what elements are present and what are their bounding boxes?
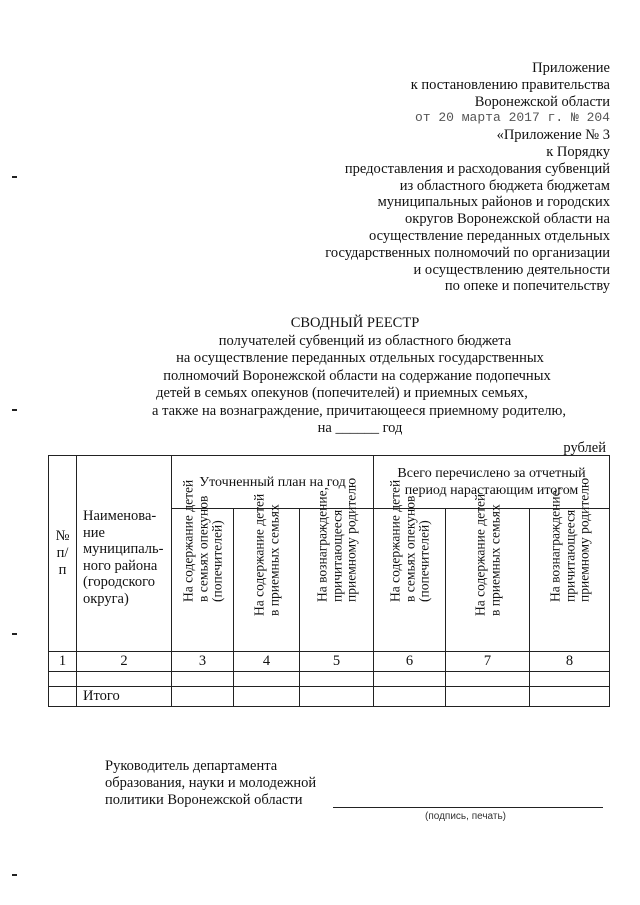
total-row bbox=[49, 687, 610, 707]
table-cell bbox=[77, 672, 172, 687]
col-header-municipality: Наименова- ние муниципаль- ного района (городского округа) bbox=[77, 456, 172, 652]
table-cell bbox=[234, 687, 300, 707]
currency-unit: рублей bbox=[563, 440, 606, 456]
table-cell bbox=[446, 672, 530, 687]
header-line: осуществление переданных отдельных bbox=[368, 227, 610, 244]
table-cell bbox=[530, 672, 610, 687]
header-line: государственных полномочий по организации bbox=[325, 244, 610, 261]
header-line: муниципальных районов и городских bbox=[377, 194, 610, 211]
appendix-header bbox=[325, 60, 610, 295]
scan-mark bbox=[12, 633, 17, 635]
table-cell bbox=[234, 672, 300, 687]
signature-block bbox=[105, 758, 316, 809]
title-year-line: на ______ год bbox=[317, 420, 403, 436]
signatory-title: Руководитель департамента bbox=[105, 758, 278, 774]
col-header-foster-parent-pay-transferred: На вознаграждение, причитающееся приемному родителю bbox=[530, 509, 610, 652]
header-line: из областного бюджета бюджетам bbox=[399, 177, 610, 194]
table-cell bbox=[172, 672, 234, 687]
table-cell bbox=[374, 672, 446, 687]
table-cell bbox=[374, 687, 446, 707]
header-line: к Порядку bbox=[546, 143, 610, 160]
signature-line bbox=[333, 807, 603, 808]
header-line: предоставления и расходования субвенций bbox=[344, 160, 610, 177]
title-line: полномочий Воронежской области на содержание подопечных bbox=[163, 367, 551, 384]
column-index: 2 bbox=[77, 652, 172, 672]
column-index: 6 bbox=[374, 652, 446, 672]
column-index-row bbox=[49, 652, 610, 672]
table-cell bbox=[530, 687, 610, 707]
column-index: 3 bbox=[172, 652, 234, 672]
title-line: детей в семьях опекунов (попечителей) и приемных семьях, bbox=[156, 385, 528, 401]
table-cell bbox=[172, 687, 234, 707]
header-line: Приложение bbox=[532, 60, 610, 76]
header-line: «Приложение № 3 bbox=[496, 127, 610, 144]
col-header-foster-families-transferred: На содержание детей в приемных семьях bbox=[446, 509, 530, 652]
column-index: 8 bbox=[530, 652, 610, 672]
signatory-title: политики Воронежской области bbox=[105, 792, 303, 808]
header-line: Воронежской области bbox=[474, 93, 610, 110]
table-row bbox=[49, 672, 610, 687]
signature-note: (подпись, печать) bbox=[425, 811, 507, 822]
decree-date-stamp: от 20 марта 2017 г. № 204 bbox=[414, 110, 610, 126]
table-cell bbox=[49, 672, 77, 687]
title-line: получателей субвенций из областного бюджета bbox=[218, 332, 512, 349]
header-line: к постановлению правительства bbox=[410, 76, 610, 93]
col-header-guardian-families-transferred: На содержание детей в семьях опекунов (попечителей) bbox=[374, 509, 446, 652]
table-cell bbox=[49, 687, 77, 707]
col-header-foster-families-plan: На содержание детей в приемных семьях bbox=[234, 509, 300, 652]
column-index: 5 bbox=[300, 652, 374, 672]
table-cell bbox=[446, 687, 530, 707]
title-line: а также на вознаграждение, причитающееся приемному родителю, bbox=[152, 402, 566, 419]
registry-table bbox=[48, 455, 610, 707]
table-cell bbox=[300, 672, 374, 687]
col-header-number: № п/ п bbox=[49, 456, 77, 652]
column-index: 4 bbox=[234, 652, 300, 672]
document-title bbox=[0, 315, 640, 438]
column-index: 7 bbox=[446, 652, 530, 672]
header-line: и осуществлению деятельности bbox=[413, 261, 610, 278]
header-line: округов Воронежской области на bbox=[405, 211, 610, 228]
column-index: 1 bbox=[49, 652, 77, 672]
header-line: по опеке и попечительству bbox=[444, 278, 610, 295]
group-header-transferred: Всего перечислено за отчетный период нарастающим итогом bbox=[374, 456, 610, 509]
total-label: Итого bbox=[77, 687, 172, 707]
table-cell bbox=[300, 687, 374, 707]
signatory-title: образования, науки и молодежной bbox=[105, 775, 317, 791]
col-header-guardian-families-plan: На содержание детей в семьях опекунов (попечителей) bbox=[172, 509, 234, 652]
col-header-foster-parent-pay-plan: На вознаграждение, причитающееся приемному родителю bbox=[300, 509, 374, 652]
group-header-plan: Уточненный план на год bbox=[172, 456, 374, 509]
scan-mark bbox=[12, 176, 17, 178]
scan-mark bbox=[12, 874, 17, 876]
title-heading: СВОДНЫЙ РЕЕСТР bbox=[290, 315, 420, 331]
title-line: на осуществление переданных отдельных государственных bbox=[176, 350, 544, 366]
